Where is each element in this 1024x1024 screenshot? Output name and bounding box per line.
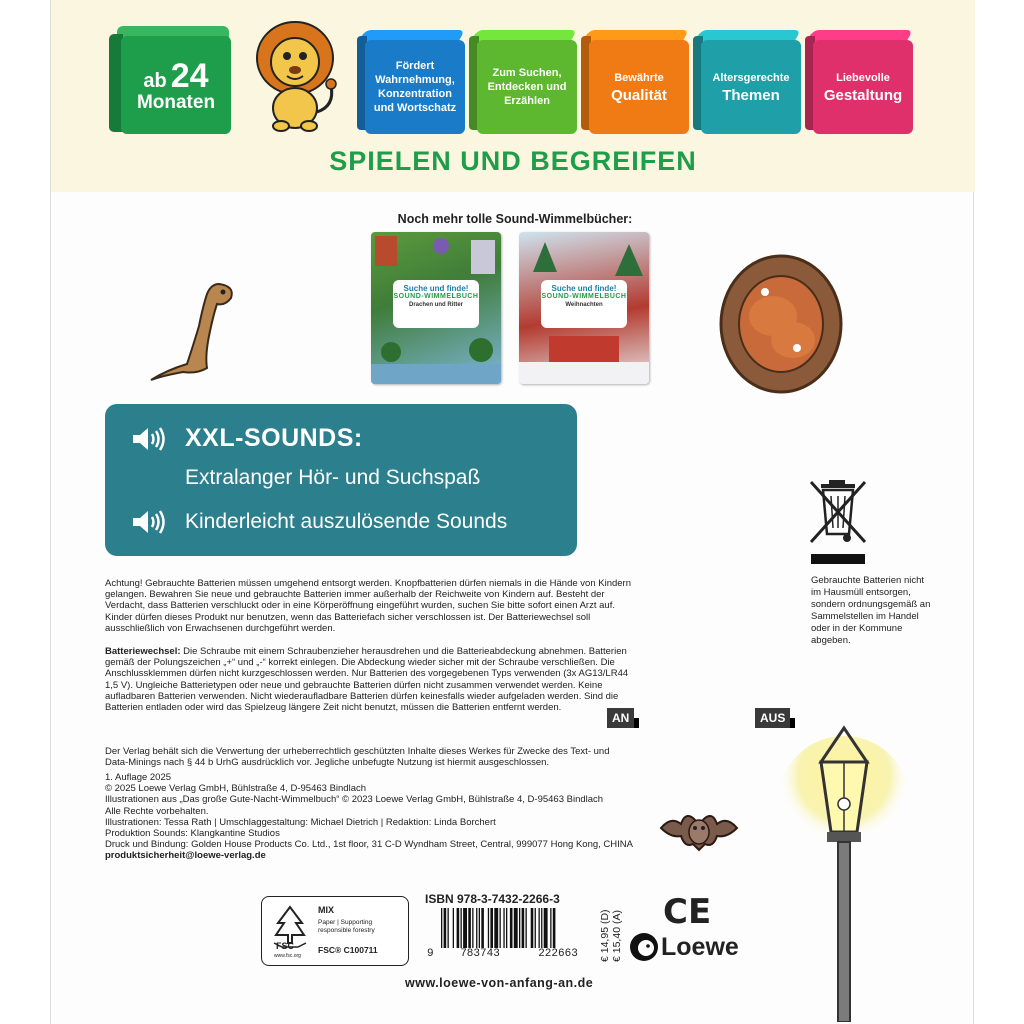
street-lamp-illustration — [777, 722, 911, 1022]
barcode-bar — [539, 908, 540, 950]
fsc-label — [261, 896, 409, 966]
feature-cube — [469, 30, 577, 134]
switch-off-label: AUS — [755, 708, 790, 728]
barcode-bar — [488, 908, 489, 950]
speaker-icon — [131, 508, 167, 536]
feature-cube-label: Fördert — [395, 60, 435, 72]
barcode-bar — [479, 908, 480, 950]
switch-on-label: AN — [607, 708, 634, 728]
feature-cube-label: und Wortschatz — [373, 102, 457, 114]
book-title-plate: Suche und finde! SOUND-WIMMELBUCH Weihnachten — [541, 280, 627, 328]
barcode-bar — [463, 908, 467, 950]
crossed-bin-icon — [807, 476, 871, 568]
bat-illustration — [657, 798, 741, 862]
feature-cube — [581, 30, 689, 134]
feature-cube-label: Liebevolle — [836, 72, 890, 84]
website-url: www.loewe-von-anfang-an.de — [405, 976, 594, 990]
barcode-bar — [519, 908, 520, 950]
feature-cube-label: Gestaltung — [823, 87, 903, 104]
battery-change-instructions: Batteriewechsel: Die Schraube mit einem Schraubenzieher herausdrehen und die Batterieabdeckung abnehmen. Batterien gemäß der Polungszeichen „+“ und „-“ korrekt einlegen. Die Abdeckung wieder sicher mit der Schraube verschließen. Die Anschlussklemmen dürfen nicht kurzgeschlossen werden. Nur Batterien des vorgegebenen Typs verwenden (3x AG13/LR44 1,5 V). Ungleiche Batterietypen oder neue und gebrauchte Batterien dürfen nicht zusammen verwendet werden. Keine aufladbaren Batterien verwenden. Nicht wiederaufladbare Batterien dürfen keinesfalls wieder aufgeladen werden. Sind die Batterien entladen oder wird das Spielzeug längere Zeit nicht benutzt, müssen die Batterien entfernt werden. — [105, 646, 629, 714]
feature-cube-label: Altersgerechte — [712, 72, 790, 84]
age-prefix: ab — [143, 69, 167, 92]
fsc-mix: MIX — [318, 905, 335, 915]
feature-cube-label: Wahrnehmung, — [375, 74, 455, 86]
fsc-logo-text: FSC — [276, 941, 294, 951]
barcode-bar — [453, 908, 454, 950]
more-books-title: Noch mehr tolle Sound-Wimmelbücher: — [397, 212, 633, 226]
barcode-bar — [522, 908, 525, 950]
barcode-bar — [468, 908, 471, 950]
feature-cube-label: Bewährte — [614, 72, 664, 84]
barcode-bar — [506, 908, 507, 950]
barcode-bar — [503, 908, 504, 950]
feature-cube-label: Qualität — [611, 87, 667, 104]
price-de: € 14,95 (D) — [599, 909, 611, 962]
isbn: ISBN 978-3-7432-2266-3 — [425, 892, 560, 906]
speaker-icon — [131, 425, 167, 453]
barcode-bar — [526, 908, 527, 950]
tdm-notice: Der Verlag behält sich die Verwertung der urheberrechtlich geschützten Inhalte dieses Werkes für Zwecke des Text- und Data-Minings nach § 44 b UrhG ausdrücklich vor. Jegliche unbefugte Nutzung ist hiermit ausgeschlossen. — [105, 746, 610, 769]
fsc-description: Paper | Supporting responsible forestry — [318, 919, 375, 934]
barcode-bar — [514, 908, 518, 950]
book-cover-dragons — [371, 232, 501, 384]
age-badge — [107, 24, 231, 134]
feature-cube — [805, 30, 913, 134]
feature-cube-label: Konzentration — [378, 88, 452, 100]
meerkat-illustration — [147, 276, 247, 388]
barcode-bar — [544, 908, 548, 950]
age-number: 24 — [170, 56, 209, 95]
prices — [597, 896, 621, 964]
feature-cube-label: Themen — [722, 87, 780, 104]
publisher-name: Loewe — [661, 932, 739, 961]
fsc-code: FSC® C100711 — [318, 945, 378, 955]
barcode-bar — [490, 908, 493, 950]
barcode-bar — [457, 908, 460, 950]
fsc-url: www.fsc.org — [274, 953, 301, 959]
barcode-bar — [476, 908, 477, 950]
publisher-logo — [629, 930, 739, 964]
sound-subline: Extralanger Hör- und Suchspaß — [185, 466, 481, 489]
price-at: € 15,40 (A) — [611, 910, 623, 962]
battery-disposal-note: Gebrauchte Batterien nicht im Hausmüll entsorgen, sondern ordnungsgemäß an Sammelstellen im Handel oder in der Kommune abgeben. — [811, 575, 931, 646]
sound-feature-box — [105, 404, 577, 556]
feature-cube — [357, 30, 465, 134]
barcode-bar — [541, 908, 542, 950]
barcode-bar — [494, 908, 498, 950]
barcode-bar — [510, 908, 513, 950]
battery-warning: Achtung! Gebrauchte Batterien müssen umgehend entsorgt werden. Knopfbatterien dürfen niemals in die Hände von Kindern gelangen. Bewahren Sie neue und gebrauchte Batterien immer außerhalb der Reichweite von Kindern auf. Besteht der Verdacht, dass Batterien verschluckt oder in eine Körperöffnung eingeführt wurden, suchen Sie bitte sofort einen Arzt auf. Kinder dürfen dieses Produkt nur benutzen, wenn das Batteriefach sicher verschlossen ist. Der Batteriewechsel soll ausschließlich von Erwachsenen durchgeführt werden. — [105, 578, 631, 634]
barcode-bar — [461, 908, 462, 950]
barcode-bar — [448, 908, 449, 950]
age-unit: Monaten — [136, 91, 216, 113]
barcode-bar — [531, 908, 534, 950]
barcode-digits: 9 783743 222663 — [427, 948, 597, 960]
barcode-bar — [472, 908, 473, 950]
feature-cube — [693, 30, 801, 134]
imprint: 1. Auflage 2025 © 2025 Loewe Verlag GmbH, Bühlstraße 4, D-95463 Bindlach Illustrationen aus „Das große Gute-Nacht-Wimmelbuch“ © 2023 Loewe Verlag GmbH, Bühlstraße 4, D-95463 Bindlach Alle Rechte vorbehalten. Illustrationen: Tessa Rath | Umschlaggestaltung: Michael Dietrich | Redaktion: Linda Borchert Produktion Sounds: Klangkantine Studios Druck und Bindung: Golden House Products Co. Ltd., 1st floor, 31 C-D Wyndham Street, Central, 999077 Hong Kong, CHINA produktsicherheit@loewe-verlag.de — [105, 772, 633, 862]
back-cover — [50, 0, 974, 1024]
book-title-plate: Suche und finde! SOUND-WIMMELBUCH Drachen und Ritter — [393, 280, 479, 328]
barcode-bar — [535, 908, 536, 950]
sound-line-2: Kinderleicht auszulösende Sounds — [185, 510, 508, 533]
feature-cube-label: Erzählen — [504, 95, 550, 107]
headline: SPIELEN UND BEGREIFEN — [329, 146, 697, 176]
feature-cube-label: Zum Suchen, — [492, 67, 562, 79]
feature-cube-label: Entdecken und — [487, 81, 567, 93]
sound-headline: XXL-SOUNDS: — [185, 424, 363, 452]
barcode-bar — [481, 908, 484, 950]
lion-illustration — [251, 16, 341, 134]
lion-head-icon — [629, 930, 659, 964]
book-cover-christmas — [519, 232, 649, 384]
ce-mark: CE — [663, 892, 712, 932]
squirrel-nest-illustration — [717, 252, 845, 396]
